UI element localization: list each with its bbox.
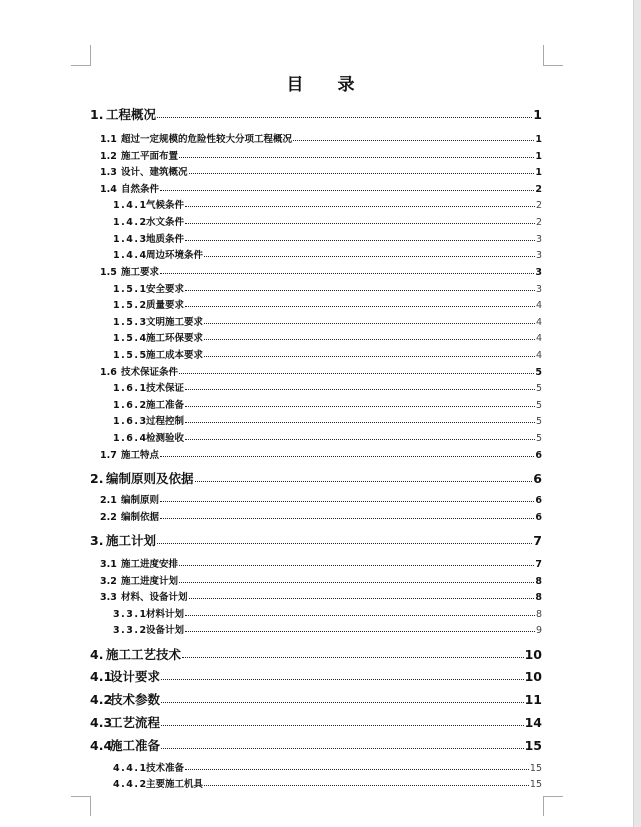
toc-entry-page-number: 3 — [535, 250, 542, 261]
toc-entry-label: 过程控制 — [146, 416, 185, 427]
toc-entry-page-number: 15 — [524, 738, 542, 753]
toc-entry-number: 3.3 — [100, 592, 117, 603]
toc-entry-number: 1.6.4 — [113, 433, 148, 444]
toc-entry-number: 1.6 — [100, 367, 117, 378]
toc-entry-label: 技术准备 — [146, 763, 185, 774]
toc-entry-page-number: 10 — [524, 647, 542, 662]
toc-entry-number: 4.4.1 — [113, 763, 148, 774]
toc-entry-number: 1.4.2 — [113, 217, 148, 228]
toc-entry-number: 1.6.2 — [113, 400, 148, 411]
toc-entry-label: 设备计划 — [146, 625, 185, 636]
toc-entry-page-number: 6 — [535, 512, 542, 523]
toc-entry-page-number: 8 — [535, 592, 542, 603]
toc-entry-number: 1.4.4 — [113, 250, 148, 261]
toc-entry-label: 技术保证 — [146, 383, 185, 394]
toc-entry[interactable] — [100, 364, 542, 378]
toc-entry[interactable] — [113, 413, 542, 427]
toc-entry-label: 设计、建筑概况 — [121, 167, 188, 178]
toc-entry[interactable] — [113, 281, 542, 295]
toc-entry[interactable] — [100, 492, 542, 506]
crop-mark-top-left-h — [71, 65, 91, 66]
toc-entry[interactable] — [113, 197, 542, 211]
toc-entry[interactable] — [113, 430, 542, 444]
toc-entry[interactable] — [113, 330, 542, 344]
toc-leader-dots — [157, 108, 532, 121]
toc-leader-dots — [160, 267, 534, 277]
toc-entry-page-number: 7 — [533, 533, 542, 548]
toc-entry-number: 1.1 — [100, 134, 117, 145]
toc-leader-dots — [195, 472, 533, 485]
table-of-contents — [90, 0, 542, 827]
toc-leader-dots — [161, 670, 524, 683]
toc-entry-page-number: 3 — [535, 267, 542, 278]
toc-entry[interactable] — [113, 297, 542, 311]
toc-entry-label: 周边环境条件 — [146, 250, 204, 261]
crop-mark-bottom-right-v — [543, 796, 544, 816]
vertical-scrollbar[interactable] — [633, 0, 641, 827]
toc-entry-page-number: 4 — [535, 350, 542, 361]
toc-leader-dots — [204, 250, 535, 260]
toc-entry-number: 4.3 — [90, 715, 113, 730]
toc-entry-label: 设计要求 — [110, 669, 161, 684]
toc-entry-number: 3.2 — [100, 576, 117, 587]
toc-entry[interactable] — [100, 556, 542, 570]
toc-entry-label: 超过一定规模的危险性较大分项工程概况 — [121, 134, 293, 145]
toc-entry-number: 1.2 — [100, 151, 117, 162]
toc-leader-dots — [182, 648, 524, 661]
toc-entry[interactable] — [100, 181, 542, 195]
toc-entry-number: 1.5.2 — [113, 300, 148, 311]
toc-entry-number: 3.1 — [100, 559, 117, 570]
toc-entry-number: 4.1 — [90, 669, 113, 684]
toc-leader-dots — [161, 693, 524, 706]
toc-entry-page-number: 6 — [533, 471, 542, 486]
toc-entry-label: 编制原则 — [121, 495, 160, 506]
toc-entry-number: 1.5.5 — [113, 350, 148, 361]
toc-entry-number: 1.6.1 — [113, 383, 148, 394]
toc-entry-label: 技术参数 — [110, 692, 161, 707]
toc-entry-number: 4.4 — [90, 738, 113, 753]
toc-leader-dots — [185, 433, 535, 443]
toc-entry[interactable] — [113, 214, 542, 228]
toc-entry-label: 施工进度计划 — [121, 576, 179, 587]
toc-entry[interactable] — [90, 645, 542, 663]
toc-leader-dots — [185, 284, 535, 294]
toc-entry-page-number: 8 — [535, 609, 542, 620]
toc-leader-dots — [185, 300, 535, 310]
toc-leader-dots — [160, 450, 534, 460]
toc-entry-label: 施工准备 — [146, 400, 185, 411]
toc-entry-page-number: 5 — [535, 400, 542, 411]
toc-entry-label: 施工成本要求 — [146, 350, 204, 361]
toc-entry[interactable] — [113, 247, 542, 261]
toc-entry-page-number: 1 — [535, 134, 542, 145]
toc-entry[interactable] — [113, 347, 542, 361]
toc-leader-dots — [204, 317, 535, 327]
toc-leader-dots — [179, 367, 534, 377]
toc-entry-number: 1.5.3 — [113, 317, 148, 328]
toc-entry[interactable] — [90, 667, 542, 685]
toc-entry-label: 施工工艺技术 — [106, 647, 182, 662]
toc-leader-dots — [161, 739, 524, 752]
toc-entry[interactable] — [100, 131, 542, 145]
toc-leader-dots — [185, 400, 535, 410]
toc-entry-page-number: 10 — [524, 669, 542, 684]
toc-entry-page-number: 8 — [535, 576, 542, 587]
toc-entry-label: 材料、设备计划 — [121, 592, 188, 603]
toc-leader-dots — [293, 134, 534, 144]
toc-entry-label: 安全要求 — [146, 284, 185, 295]
toc-entry[interactable] — [100, 447, 542, 461]
toc-entry[interactable] — [113, 397, 542, 411]
toc-leader-dots — [185, 200, 535, 210]
toc-entry[interactable] — [90, 469, 542, 487]
toc-entry-page-number: 9 — [535, 625, 542, 636]
toc-leader-dots — [185, 609, 535, 619]
toc-entry[interactable] — [100, 148, 542, 162]
toc-entry-page-number: 5 — [535, 367, 542, 378]
toc-entry-label: 编制原则及依据 — [106, 471, 194, 486]
toc-entry[interactable] — [100, 264, 542, 278]
toc-entry-page-number: 4 — [535, 317, 542, 328]
toc-leader-dots — [185, 416, 535, 426]
toc-leader-dots — [185, 625, 535, 635]
toc-entry-label: 材料计划 — [146, 609, 185, 620]
toc-entry-page-number: 1 — [535, 151, 542, 162]
toc-entry-page-number: 6 — [535, 495, 542, 506]
toc-entry-number: 3.3.1 — [113, 609, 148, 620]
toc-leader-dots — [185, 763, 529, 773]
toc-entry[interactable] — [113, 314, 542, 328]
toc-entry-number: 2. — [90, 471, 104, 486]
toc-entry-number: 4. — [90, 647, 104, 662]
toc-entry[interactable] — [113, 760, 542, 774]
toc-entry-page-number: 4 — [535, 333, 542, 344]
toc-leader-dots — [179, 559, 534, 569]
toc-leader-dots — [157, 534, 532, 547]
toc-entry-page-number: 3 — [535, 284, 542, 295]
toc-entry-page-number: 4 — [535, 300, 542, 311]
crop-mark-bottom-right-h — [543, 796, 563, 797]
toc-entry-number: 1.5.4 — [113, 333, 148, 344]
toc-entry-number: 1.7 — [100, 450, 117, 461]
toc-entry-number: 3. — [90, 533, 104, 548]
toc-entry-number: 4.2 — [90, 692, 113, 707]
toc-entry-number: 2.1 — [100, 495, 117, 506]
toc-leader-dots — [185, 383, 535, 393]
toc-entry-label: 工艺流程 — [110, 715, 161, 730]
toc-entry-number: 1. — [90, 107, 104, 122]
toc-entry[interactable] — [90, 713, 542, 731]
toc-leader-dots — [185, 234, 535, 244]
toc-leader-dots — [204, 350, 535, 360]
toc-leader-dots — [189, 592, 535, 602]
toc-leader-dots — [189, 167, 535, 177]
toc-entry-label: 质量要求 — [146, 300, 185, 311]
toc-entry-page-number: 6 — [535, 450, 542, 461]
crop-mark-bottom-left-h — [71, 796, 91, 797]
toc-leader-dots — [204, 779, 529, 789]
toc-entry-label: 文明施工要求 — [146, 317, 204, 328]
toc-entry-page-number: 2 — [535, 184, 542, 195]
toc-entry[interactable] — [113, 231, 542, 245]
toc-leader-dots — [161, 716, 524, 729]
toc-entry-label: 工程概况 — [106, 107, 157, 122]
toc-entry-page-number: 5 — [535, 383, 542, 394]
toc-leader-dots — [179, 576, 534, 586]
toc-entry-page-number: 5 — [535, 433, 542, 444]
toc-entry-label: 技术保证条件 — [121, 367, 179, 378]
toc-entry-label: 施工进度安排 — [121, 559, 179, 570]
toc-leader-dots — [160, 495, 534, 505]
toc-entry-page-number: 14 — [524, 715, 542, 730]
toc-entry-page-number: 1 — [535, 167, 542, 178]
toc-entry-label: 水文条件 — [146, 217, 185, 228]
toc-entry-page-number: 7 — [535, 559, 542, 570]
crop-mark-top-right-h — [543, 65, 563, 66]
toc-entry[interactable] — [113, 380, 542, 394]
toc-title: 目 录 — [286, 75, 369, 95]
toc-entry[interactable] — [90, 690, 542, 708]
toc-entry-label: 施工准备 — [110, 738, 161, 753]
toc-entry[interactable] — [113, 606, 542, 620]
toc-entry-label: 检测验收 — [146, 433, 185, 444]
toc-entry[interactable] — [113, 622, 542, 636]
toc-entry[interactable] — [100, 164, 542, 178]
toc-entry[interactable] — [90, 105, 542, 123]
toc-entry[interactable] — [90, 736, 542, 754]
toc-entry-number: 3.3.2 — [113, 625, 148, 636]
toc-leader-dots — [204, 333, 535, 343]
toc-leader-dots — [179, 151, 534, 161]
toc-entry-page-number: 5 — [535, 416, 542, 427]
toc-entry-number: 4.4.2 — [113, 779, 148, 790]
toc-entry-number: 2.2 — [100, 512, 117, 523]
toc-entry[interactable] — [113, 776, 542, 790]
toc-entry-page-number: 1 — [533, 107, 542, 122]
toc-entry-label: 气候条件 — [146, 200, 185, 211]
toc-entry-page-number: 15 — [529, 763, 542, 774]
toc-entry[interactable] — [100, 589, 542, 603]
toc-entry-number: 1.5.1 — [113, 284, 148, 295]
toc-entry-label: 编制依据 — [121, 512, 160, 523]
toc-leader-dots — [160, 512, 534, 522]
toc-entry-page-number: 15 — [529, 779, 542, 790]
toc-entry[interactable] — [100, 509, 542, 523]
toc-entry-number: 1.5 — [100, 267, 117, 278]
toc-entry[interactable] — [100, 573, 542, 587]
toc-entry-page-number: 11 — [524, 692, 542, 707]
toc-entry-number: 1.3 — [100, 167, 117, 178]
toc-entry-label: 主要施工机具 — [146, 779, 204, 790]
toc-entry-label: 自然条件 — [121, 184, 160, 195]
toc-entry-page-number: 2 — [535, 200, 542, 211]
toc-entry-number: 1.4.1 — [113, 200, 148, 211]
toc-entry-number: 1.6.3 — [113, 416, 148, 427]
crop-mark-top-right-v — [543, 45, 544, 65]
toc-leader-dots — [185, 217, 535, 227]
toc-entry-label: 施工要求 — [121, 267, 160, 278]
toc-entry-label: 施工计划 — [106, 533, 157, 548]
toc-entry-page-number: 2 — [535, 217, 542, 228]
toc-leader-dots — [160, 184, 534, 194]
toc-entry[interactable] — [90, 531, 542, 549]
toc-entry-label: 施工特点 — [121, 450, 160, 461]
toc-entry-label: 施工平面布置 — [121, 151, 179, 162]
toc-entry-number: 1.4 — [100, 184, 117, 195]
toc-entry-label: 地质条件 — [146, 234, 185, 245]
toc-entry-label: 施工环保要求 — [146, 333, 204, 344]
toc-entry-number: 1.4.3 — [113, 234, 148, 245]
toc-entry-page-number: 3 — [535, 234, 542, 245]
